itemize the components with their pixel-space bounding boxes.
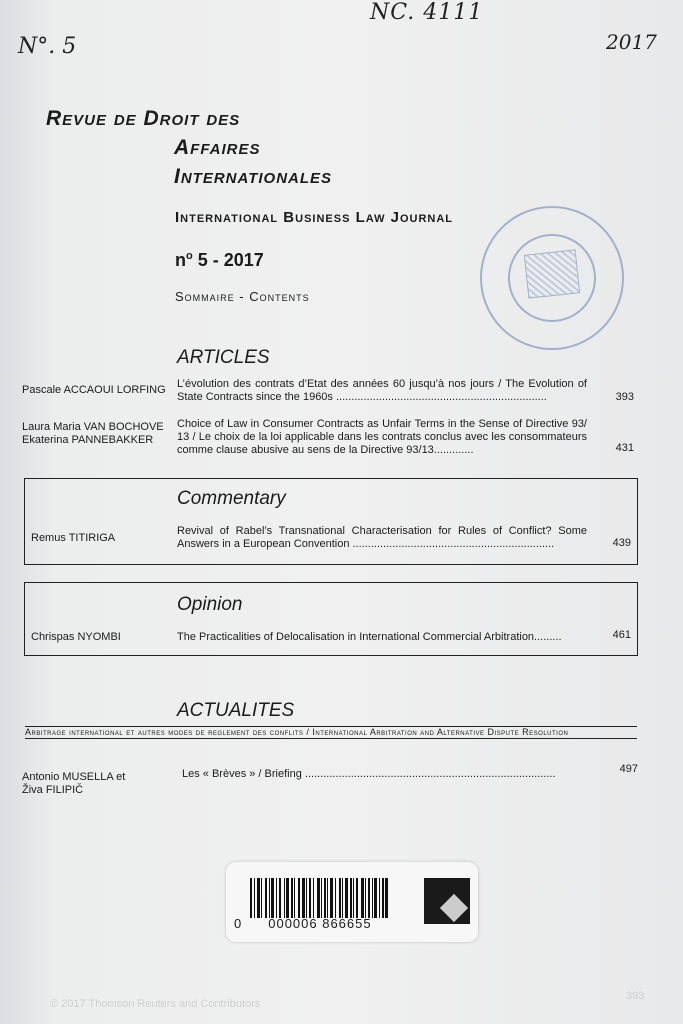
library-stamp: [480, 206, 624, 350]
commentary-title: Revival of Rabel’s Transnational Characterisation for Rules of Conflict? Some Answers in a European Convention ..................................................................: [177, 525, 587, 550]
publisher-logo-icon: [424, 878, 470, 924]
journal-title-line3: Internationales: [174, 165, 333, 188]
sommaire-contents: Sommaire - Contents: [175, 289, 310, 304]
footer-page-number: 393: [626, 990, 645, 1002]
barcode-number: [234, 916, 372, 931]
journal-title-line1: Revue de Droit des: [46, 107, 241, 130]
commentary-box: [24, 478, 638, 565]
commentary-heading: Commentary: [177, 488, 286, 509]
handwritten-reference: NC. 4111: [370, 0, 484, 25]
barcode-digits: 000006 866655: [268, 916, 372, 931]
stamp-emblem: [524, 249, 580, 298]
barcode-bars: [250, 878, 425, 918]
article-2-author-1: Laura Maria VAN BOCHOVE: [22, 421, 164, 433]
article-1-author: Pascale ACCAOUI LORFING: [22, 384, 166, 396]
journal-title-line2: Affaires: [174, 136, 261, 159]
issue-rest: 5 - 2017: [192, 250, 264, 270]
actualites-rubric: Arbitrage international et autres modes de reglement des conflits / International Arbitration and Alternative Dispute Resolution: [25, 726, 637, 739]
article-2-page: 431: [615, 442, 634, 454]
opinion-page: 461: [612, 629, 631, 641]
actualites-author-1: Antonio MUSELLA et: [22, 771, 126, 783]
actualites-author-2: Živa FILIPIČ: [22, 784, 84, 796]
actualites-authors: [22, 771, 125, 797]
handwritten-issue-number: N°. 5: [18, 34, 77, 59]
opinion-author: Chrispas NYOMBI: [31, 631, 121, 643]
opinion-title: The Practicalities of Delocalisation in International Commercial Arbitration.........: [177, 631, 562, 643]
article-2-authors: [22, 421, 164, 447]
opinion-box: [24, 582, 638, 656]
commentary-page: 439: [612, 537, 631, 549]
handwritten-year: 2017: [606, 30, 657, 54]
opinion-heading: Opinion: [177, 594, 243, 615]
article-2-author-2: Ekaterina PANNEBAKKER: [22, 434, 154, 446]
copyright-footer: © 2017 Thomson Reuters and Contributors: [50, 998, 261, 1010]
article-2-title: Choice of Law in Consumer Contracts as Unfair Terms in the Sense of Directive 93/ 13 / Le choix de la loi applicable dans les contrats conclus avec les consommateurs comme clause abusive au sens de la Directive 93/13.............: [177, 418, 587, 456]
journal-subtitle: International Business Law Journal: [175, 209, 454, 226]
commentary-author: Remus TITIRIGA: [31, 532, 116, 544]
issue-sup: o: [186, 250, 193, 262]
journal-title: [46, 104, 332, 191]
actualites-title: Les « Brèves » / Briefing ..................................................................................: [182, 768, 556, 780]
barcode-lead-digit: 0: [234, 916, 243, 931]
barcode-label: [226, 862, 478, 942]
actualites-page: 497: [619, 763, 638, 775]
article-1-title: L’évolution des contrats d’Etat des années 60 jusqu’à nos jours / The Evolution of State Contracts since the 1960s .....................................................................: [177, 378, 587, 403]
article-1-page: 393: [615, 391, 634, 403]
issue-prefix: n: [175, 250, 186, 270]
actualites-heading: ACTUALITES: [177, 700, 295, 721]
articles-heading: ARTICLES: [177, 347, 270, 368]
issue-number: [175, 250, 264, 271]
